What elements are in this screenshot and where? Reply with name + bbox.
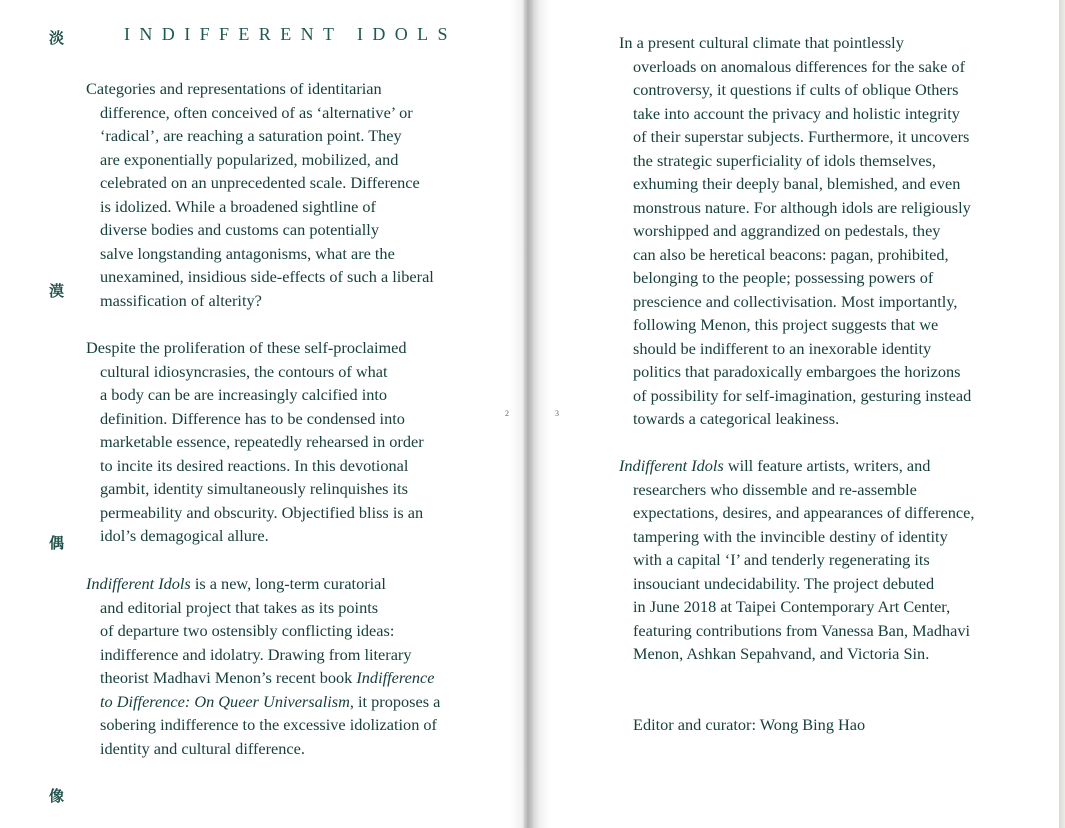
right-paragraph-2 bbox=[619, 454, 974, 666]
book-gutter bbox=[510, 0, 550, 828]
text-line: indifference and idolatry. Drawing from literary bbox=[100, 644, 412, 664]
text-line: of their superstar subjects. Furthermore, it uncovers bbox=[633, 127, 970, 146]
text-line: exhuming their deeply banal, blemished, and even bbox=[633, 174, 961, 193]
left-paragraph-1 bbox=[86, 77, 434, 312]
cjk-glyph-1: 淡 bbox=[49, 29, 65, 47]
left-paragraph-3 bbox=[86, 572, 440, 760]
text-line: controversy, it questions if cults of oblique Others bbox=[633, 80, 959, 99]
page-edge bbox=[1059, 0, 1065, 828]
text-line: Editor and curator: Wong Bing Hao bbox=[633, 715, 866, 734]
text-line: featuring contributions from Vanessa Ban, Madhavi bbox=[633, 620, 971, 640]
right-paragraph-1 bbox=[619, 31, 971, 431]
left-paragraph-2 bbox=[86, 336, 424, 548]
project-title-italic: Indifferent Idols bbox=[619, 456, 724, 475]
text-line: of possibility for self-imagination, gesturing instead bbox=[633, 385, 972, 405]
project-title-italic: Indifferent Idols bbox=[86, 574, 191, 593]
text-line: in June 2018 at Taipei Contemporary Art Center, bbox=[633, 597, 951, 616]
text-line: worshipped and aggrandized on pedestals, they bbox=[633, 221, 941, 240]
book-title-italic: Indifference bbox=[356, 668, 435, 687]
text-line: belonging to the people; possessing powers of bbox=[633, 268, 934, 287]
text-line: definition. Difference has to be condensed into bbox=[100, 408, 405, 428]
text-line: In a present cultural climate that pointlessly bbox=[619, 33, 904, 52]
text-line: Categories and representations of identitarian bbox=[86, 79, 382, 98]
text-line: and editorial project that takes as its points bbox=[100, 597, 379, 617]
editor-credit bbox=[633, 713, 865, 737]
cjk-glyph-4: 像 bbox=[49, 787, 65, 805]
text-line: gambit, identity simultaneously relinquishes its bbox=[100, 479, 408, 498]
text-line: towards a categorical leakiness. bbox=[633, 409, 840, 428]
text-line: is idolized. While a broadened sightline of bbox=[100, 196, 376, 216]
text-line: ‘radical’, are reaching a saturation point. They bbox=[100, 126, 402, 145]
text-line: researchers who dissemble and re-assemble bbox=[633, 479, 917, 499]
text-run: theorist Madhavi Menon’s recent book bbox=[100, 668, 357, 687]
text-line: insouciant undecidability. The project debuted bbox=[633, 573, 935, 593]
text-line: overloads on anomalous differences for the sake of bbox=[633, 56, 965, 76]
text-line: massification of alterity? bbox=[100, 290, 262, 310]
text-line: Menon, Ashkan Sepahvand, and Victoria Sin. bbox=[633, 644, 930, 663]
text-line: unexamined, insidious side-effects of such a liberal bbox=[100, 267, 434, 286]
text-line: with a capital ‘I’ and tenderly regenerating its bbox=[633, 550, 930, 569]
text-line: are exponentially popularized, mobilized, and bbox=[100, 149, 399, 169]
page-number-left: 2 bbox=[505, 409, 509, 418]
text-line: celebrated on an unprecedented scale. Difference bbox=[100, 173, 420, 192]
text-line: can also be heretical beacons: pagan, prohibited, bbox=[633, 244, 949, 264]
text-line: take into account the privacy and holistic integrity bbox=[633, 103, 960, 123]
text-line: following Menon, this project suggests that we bbox=[633, 315, 939, 334]
text-line: sobering indifference to the excessive idolization of bbox=[100, 715, 437, 734]
text-line: should be indifferent to an inexorable identity bbox=[633, 338, 932, 358]
text-line: idol’s demagogical allure. bbox=[100, 526, 269, 545]
text-line: difference, often conceived of as ‘alternative’ or bbox=[100, 102, 413, 122]
book-title-italic: to Difference: On Queer Universalism bbox=[100, 691, 350, 711]
text-line: salve longstanding antagonisms, what are the bbox=[100, 243, 395, 263]
text-line: the strategic superficiality of idols themselves, bbox=[633, 150, 936, 170]
page-number-right: 3 bbox=[555, 409, 559, 418]
text-line: diverse bodies and customs can potentially bbox=[100, 220, 379, 239]
text-line bbox=[86, 572, 440, 596]
text-line: expectations, desires, and appearances of difference, bbox=[633, 503, 975, 522]
text-line: politics that paradoxically embargoes the horizons bbox=[633, 362, 961, 381]
text-line: cultural idiosyncrasies, the contours of what bbox=[100, 361, 388, 381]
text-line bbox=[86, 690, 440, 714]
text-line: identity and cultural difference. bbox=[100, 738, 305, 758]
cjk-glyph-2: 漠 bbox=[49, 282, 65, 300]
text-run: , it proposes a bbox=[349, 691, 441, 711]
text-line: a body can be are increasingly calcified into bbox=[100, 385, 388, 404]
text-line: of departure two ostensibly conflicting ideas: bbox=[100, 621, 395, 640]
text-line: Despite the proliferation of these self-proclaimed bbox=[86, 338, 407, 357]
text-line bbox=[86, 666, 440, 690]
text-run: is a new, long-term curatorial bbox=[190, 574, 386, 593]
text-line: monstrous nature. For although idols are religiously bbox=[633, 197, 971, 217]
cjk-glyph-3: 偶 bbox=[49, 534, 65, 552]
text-line: to incite its desired reactions. In this devotional bbox=[100, 455, 409, 475]
text-line: permeability and obscurity. Objectified bliss is an bbox=[100, 502, 424, 522]
text-run: will feature artists, writers, and bbox=[723, 456, 931, 475]
text-line bbox=[619, 454, 974, 478]
text-line: marketable essence, repeatedly rehearsed in order bbox=[100, 432, 424, 451]
page-title: INDIFFERENT IDOLS bbox=[124, 24, 457, 44]
text-line: prescience and collectivisation. Most importantly, bbox=[633, 291, 958, 311]
text-line: tampering with the invincible destiny of identity bbox=[633, 526, 948, 546]
